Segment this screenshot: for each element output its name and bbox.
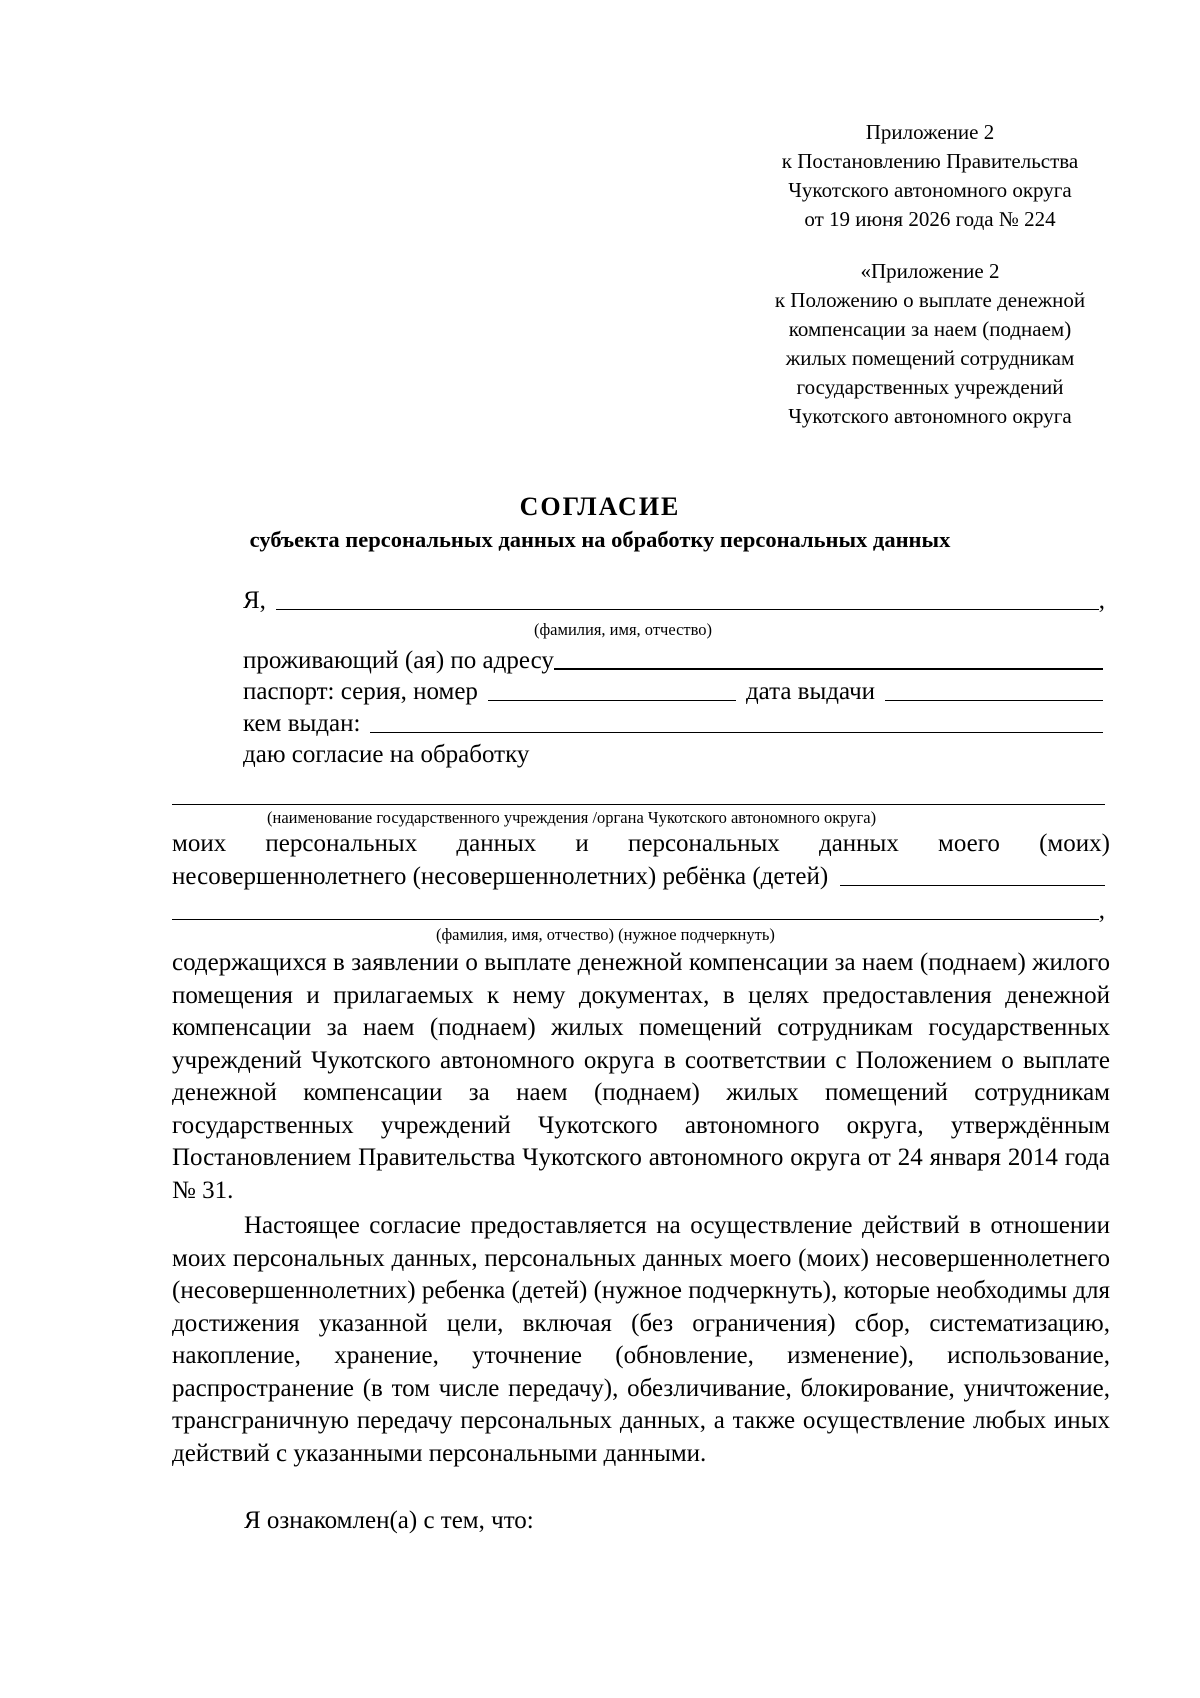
header-line: компенсации за наем (поднаем)	[788, 317, 1072, 341]
header-line: Чукотского автономного округа	[788, 178, 1072, 202]
minor-line	[172, 861, 1105, 892]
paragraph-acknowledgement: Я ознакомлен(а) с тем, что:	[244, 1507, 534, 1534]
child-name-field-2[interactable]	[172, 895, 1099, 920]
organization-field[interactable]	[172, 804, 1105, 805]
document-title: СОГЛАСИЕ	[519, 492, 681, 521]
word: моих	[172, 830, 227, 857]
i-label: Я,	[243, 587, 266, 614]
header-line: «Приложение 2	[860, 259, 1000, 283]
word: персональных	[627, 830, 780, 857]
word: данных	[456, 830, 537, 857]
paragraph-actions: Настоящее согласие предоставляется на осуществление действий в отношении моих персональных данных, персональных данных моего (моих) несовершеннолетнего (несовершеннолетних) ребенка (детей) (нужное подчеркнуть), которые необходимы для достижения указанной цели, включая (без ограничения) сбор, систематизацию, накопление, хранение, уточнение (обновление, изменение), использование, распространение (в том числе передачу), обезличивание, блокирование, уничтожение, трансграничную передачу персональных данных, а также осуществление любых иных действий с указанными персональными данными.	[172, 1212, 1110, 1467]
consent-line	[243, 740, 529, 770]
address-line	[243, 644, 1103, 676]
document-subtitle: субъекта персональных данных на обработку персональных данных	[249, 527, 951, 552]
word: данных	[818, 830, 899, 857]
header-line: Приложение 2	[865, 120, 995, 144]
word: моего	[938, 830, 1000, 857]
name-caption: (фамилия, имя, отчество)	[534, 620, 713, 639]
mine-words-line	[172, 828, 1110, 861]
full-name-field[interactable]	[276, 585, 1099, 610]
child-line	[172, 895, 1105, 926]
header-line: к Положению о выплате денежной	[774, 288, 1086, 312]
issued-by-line	[243, 708, 1103, 739]
issue-date-field[interactable]	[885, 676, 1103, 701]
header-line: от 19 июня 2026 года № 224	[804, 207, 1056, 231]
name-line	[243, 585, 1105, 616]
child-line-comma: ,	[1098, 897, 1105, 924]
header-line: государственных учреждений	[796, 375, 1064, 399]
paragraph-purpose: содержащихся в заявлении о выплате денежной компенсации за наем (поднаем) жилого помещения и прилагаемых к нему документах, в целях предоставления денежной компенсации за наем (поднаем) жилых помещений сотрудникам государственных учреждений Чукотского автономного округа в соответствии с Положением о выплате денежной компенсации за наем (поднаем) жилых помещений сотрудникам государственных учреждений Чукотского автономного округа, утверждённым Постановлением Правительства Чукотского автономного округа от 24 января 2014 года № 31.	[172, 949, 1110, 1204]
address-label: проживающий (ая) по адресу	[243, 647, 554, 674]
issued-by-label: кем выдан:	[243, 710, 361, 737]
appendix-header	[735, 118, 1125, 234]
regulation-header	[735, 257, 1125, 431]
issued-by-field[interactable]	[370, 708, 1103, 733]
passport-line	[243, 676, 1103, 707]
child-name-field-1[interactable]	[840, 861, 1105, 886]
passport-label: паспорт: серия, номер	[243, 678, 478, 705]
consent-label: даю согласие на обработку	[243, 741, 530, 768]
minor-label: несовершеннолетнего (несовершеннолетних) ребёнка (детей)	[172, 863, 829, 890]
word: персональных	[265, 830, 418, 857]
word: и	[575, 830, 589, 857]
passport-number-field[interactable]	[488, 676, 736, 701]
header-line: жилых помещений сотрудникам	[785, 346, 1075, 370]
issue-date-label: дата выдачи	[745, 678, 876, 705]
header-line: к Постановлению Правительства	[781, 149, 1079, 173]
word: (моих)	[1039, 830, 1110, 857]
address-field[interactable]	[554, 644, 1103, 670]
name-line-comma: ,	[1098, 587, 1105, 614]
child-caption: (фамилия, имя, отчество) (нужное подчеркнуть)	[436, 925, 775, 944]
organization-caption: (наименование государственного учреждения /органа Чукотского автономного округа)	[267, 808, 877, 827]
header-line: Чукотского автономного округа	[788, 404, 1072, 428]
